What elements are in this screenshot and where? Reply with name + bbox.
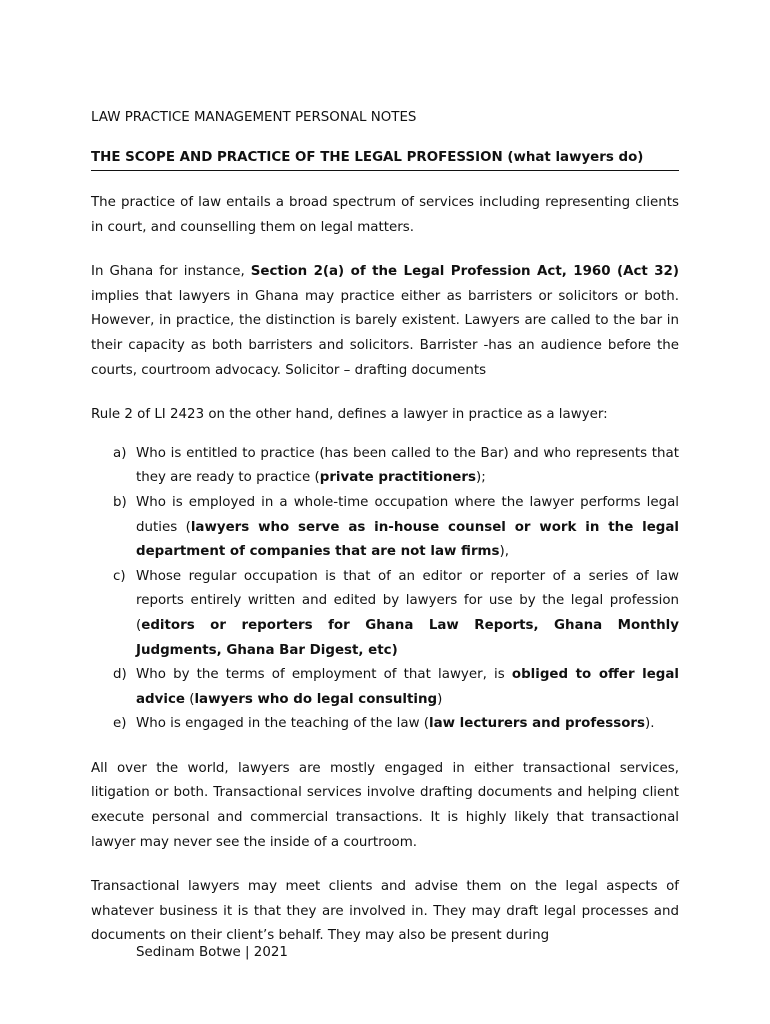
paragraph-practice-of-law: The practice of law entails a broad spectrum of services including representing clients in court, and counselling them on legal matters. [91, 195, 679, 235]
paragraph-transactional-services: All over the world, lawyers are mostly engaged in either transactional services, litigation or both. Transactional services involve drafting documents and helping client execute personal and commercial transactions. It is highly likely that transactional lawyer may never see the inside of a courtroom. [91, 760, 679, 850]
list-marker: e) [113, 716, 127, 732]
list-item [91, 565, 679, 663]
paragraph-text: In Ghana for instance, [91, 264, 251, 280]
list-item [91, 663, 679, 712]
list-marker: b) [113, 494, 127, 510]
lawyer-definition-list [91, 442, 679, 737]
list-tail: ). [644, 716, 655, 732]
paragraph-ghana-act [91, 260, 679, 383]
list-marker: d) [113, 667, 127, 683]
list-bold: lawyers who do legal consulting [194, 691, 438, 707]
list-text: Who is employed in a whole-time occupation where the lawyer performs legal duties ( [136, 494, 679, 535]
list-bold: obliged to offer legal advice [136, 667, 680, 707]
page-footer: Sedinam Botwe | 2021 [136, 945, 288, 960]
paragraph-rule-2: Rule 2 of LI 2423 on the other hand, defines a lawyer in practice as a lawyer: [91, 407, 608, 423]
document-body [91, 107, 679, 949]
paragraph-transactional-lawyers: Transactional lawyers may meet clients and advise them on the legal aspects of whatever business it is that they are involved in. They may draft legal processes and documents on their client’s behalf. They may also be present during [91, 879, 679, 944]
document-title: LAW PRACTICE MANAGEMENT PERSONAL NOTES [91, 110, 417, 125]
list-tail: ) [437, 691, 443, 707]
list-bold: law lecturers and professors [429, 716, 645, 732]
list-marker: c) [113, 568, 126, 584]
list-marker: a) [113, 445, 127, 461]
list-text: Who by the terms of employment of that lawyer, is [136, 667, 512, 683]
section-heading: THE SCOPE AND PRACTICE OF THE LEGAL PROFESSION (what lawyers do) [91, 147, 679, 171]
list-bold: editors or reporters for Ghana Law Reports, Ghana Monthly Judgments, Ghana Bar Digest, etc) [136, 617, 679, 658]
paragraph-text: implies that lawyers in Ghana may practice either as barristers or solicitors or both. However, in practice, the distinction is barely existent. Lawyers are called to the bar in their capacity as both barristers and solicitors. Barrister -has an audience before the courts, courtroom advocacy. Solicitor – drafting documents [91, 288, 679, 378]
act-citation: Section 2(a) of the Legal Profession Act, 1960 (Act 32) [250, 264, 679, 280]
list-tail: ), [499, 544, 509, 560]
list-item [91, 491, 679, 565]
list-text: Whose regular occupation is that of an editor or reporter of a series of law reports entirely written and edited by lawyers for use by the legal profession ( [136, 568, 679, 633]
list-tail: ); [475, 470, 486, 486]
list-text: Who is entitled to practice (has been called to the Bar) and who represents that they are ready to practice ( [136, 445, 679, 486]
list-item [91, 442, 679, 491]
list-bold: lawyers who serve as in-house counsel or work in the legal department of companies that are not law firms [136, 519, 680, 560]
list-item [91, 712, 679, 737]
list-mid: ( [184, 691, 195, 707]
list-text: Who is engaged in the teaching of the law ( [136, 716, 430, 732]
list-bold: private practitioners [319, 470, 476, 486]
